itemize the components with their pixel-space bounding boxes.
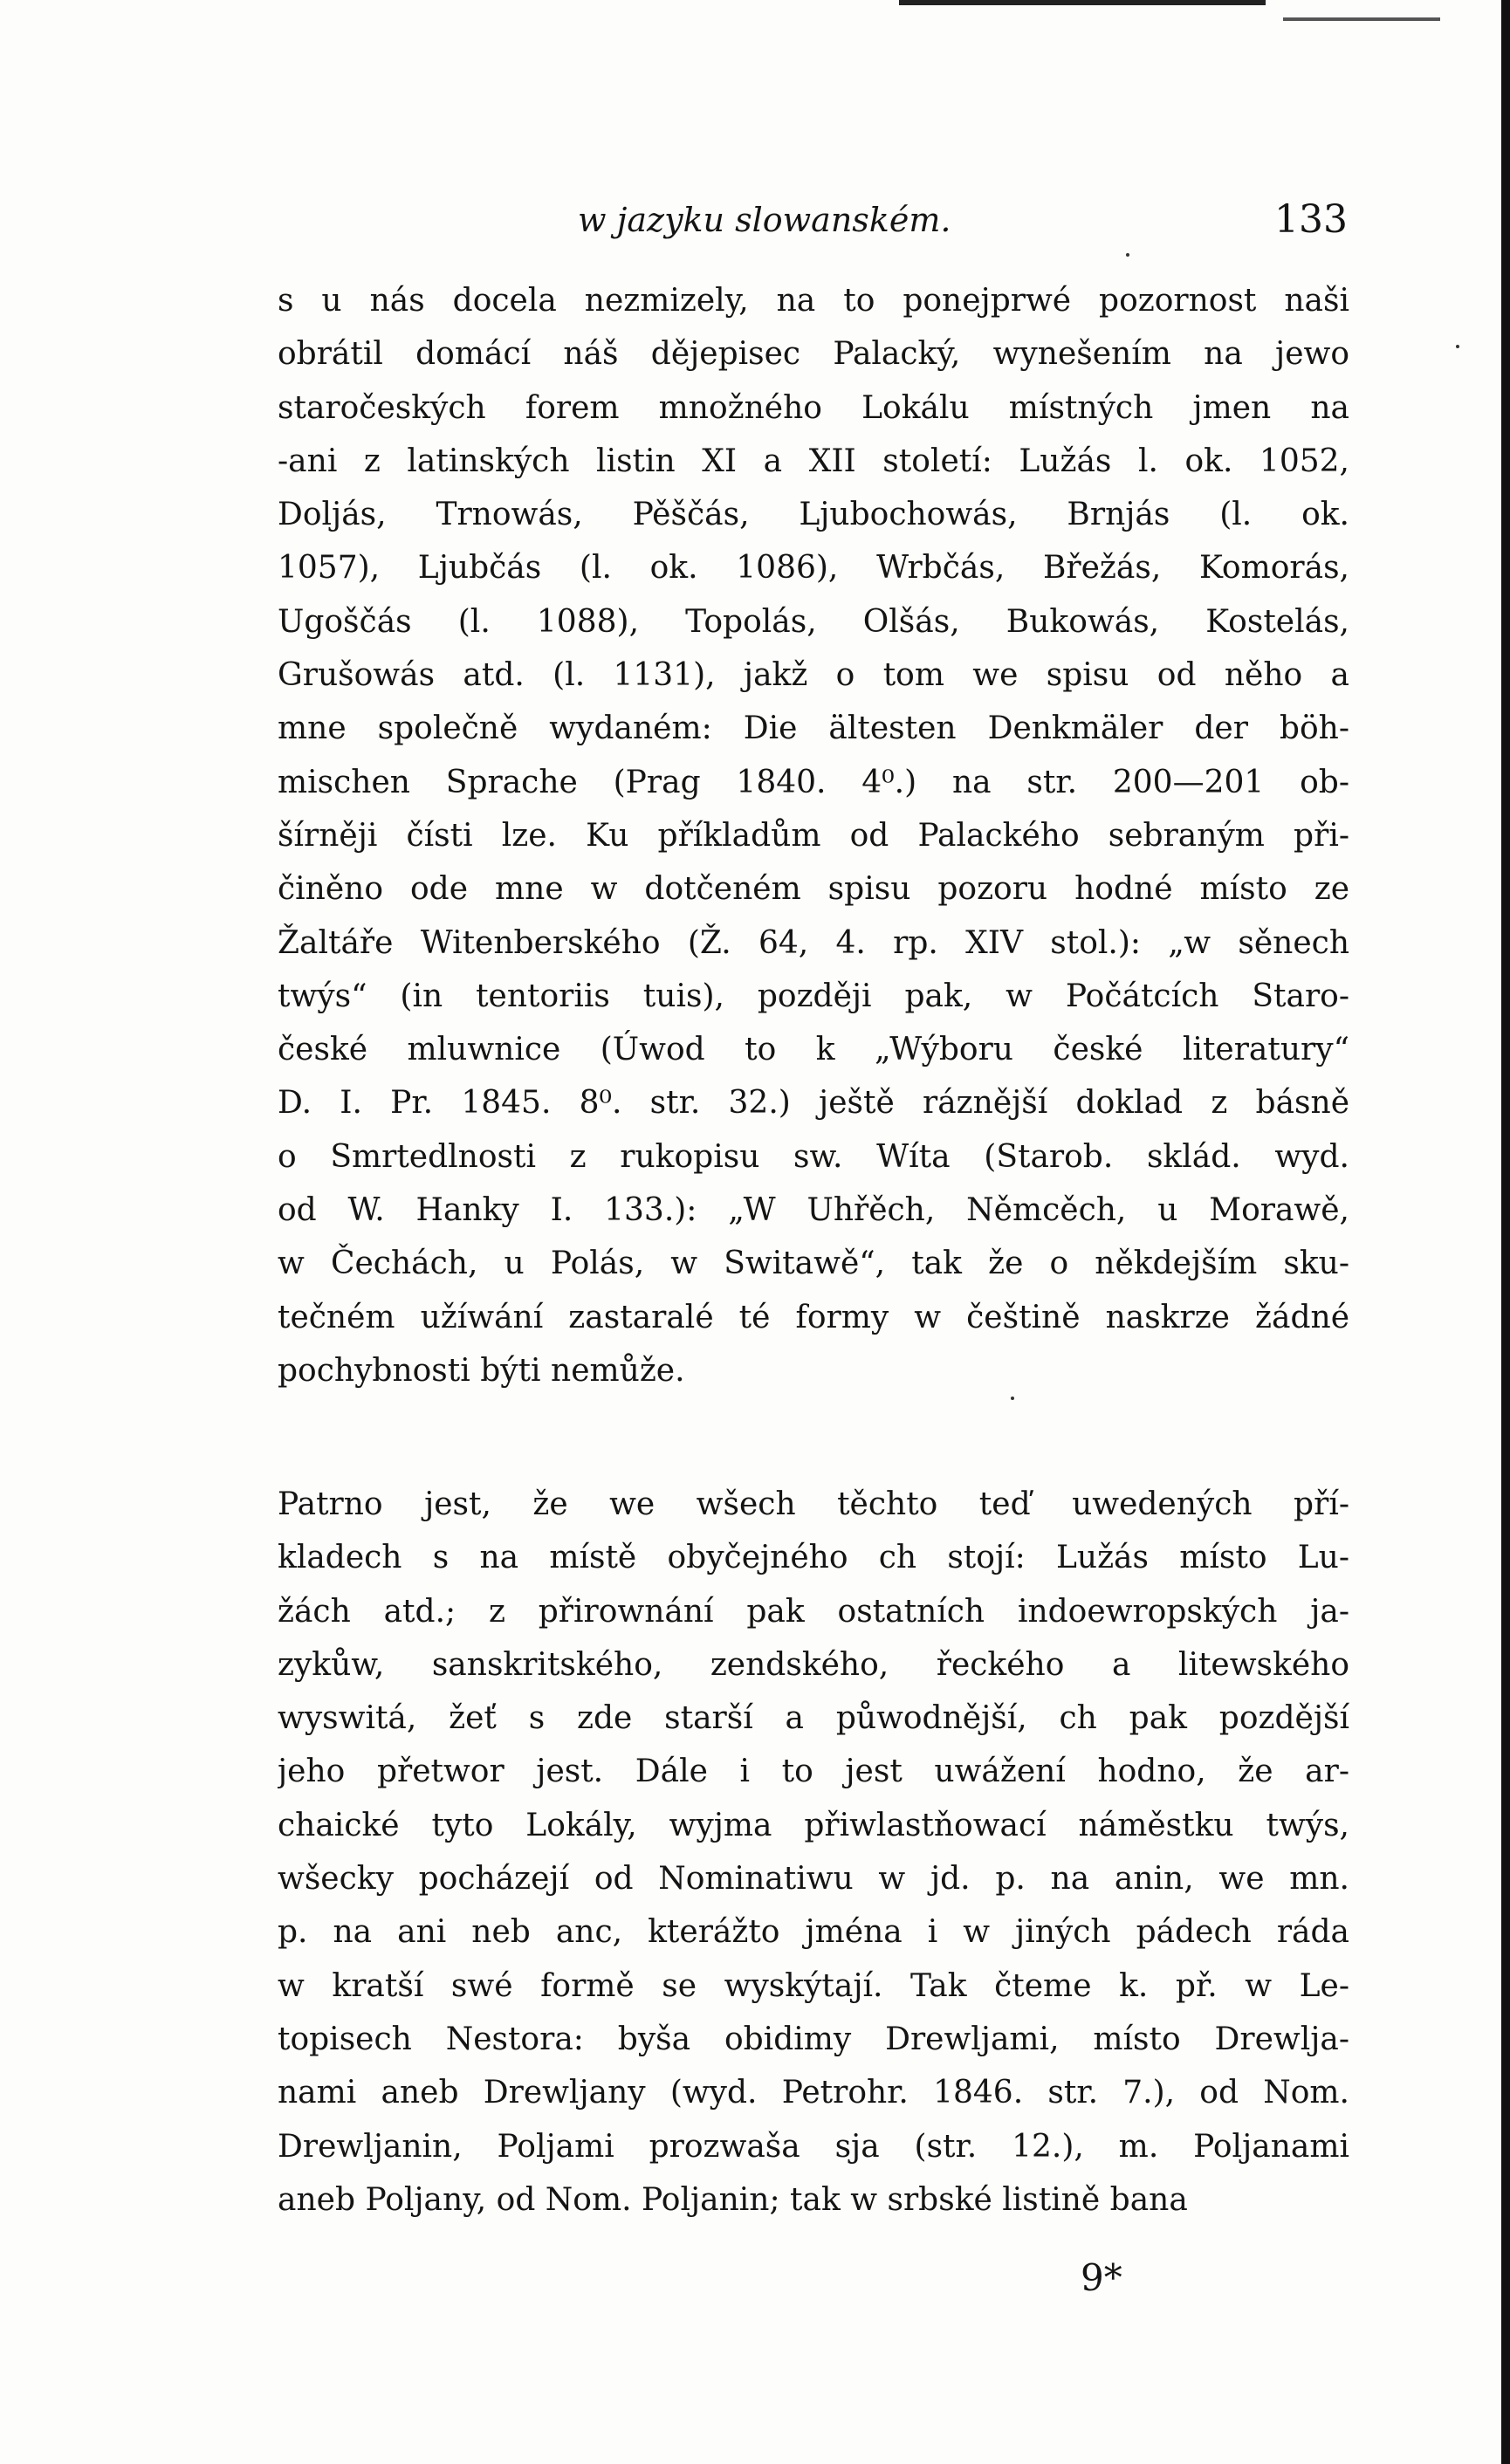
text-line: wyswitá, žeť s zde starší a půwodnější, ch pak pozdější: [278, 1700, 1349, 1737]
text-line: 1057), Ljubčás (l. ok. 1086), Wrbčás, Břežás, Komorás,: [278, 550, 1349, 587]
text-line: staročeských forem množného Lokálu místných jmen na: [278, 389, 1349, 426]
text-line: o Smrtedlnosti z rukopisu sw. Wíta (Starob. sklád. wyd.: [278, 1138, 1349, 1175]
text-line: aneb Poljany, od Nom. Poljanin; tak w srbské listině bana: [278, 2181, 1188, 2218]
text-line: tečném užíwání zastaralé té formy w češtině naskrze žádné: [278, 1299, 1349, 1335]
text-line: D. I. Pr. 1845. 8⁰. str. 32.) ještě ráznější doklad z básně: [278, 1085, 1349, 1122]
text-line: w kratší swé formě se wyskýtají. Tak čteme k. př. w Le-: [278, 1967, 1349, 2004]
text-line: žách atd.; z přirownání pak ostatních indoewropských ja-: [278, 1593, 1349, 1630]
text-line: Drewljanin, Poljami prozwaša sja (str. 12.), m. Poljanami: [278, 2128, 1349, 2165]
text-line: Grušowás atd. (l. 1131), jakž o tom we spisu od něho a: [278, 657, 1349, 694]
text-line: wšecky pocházejí od Nominatiwu w jd. p. na anin, we mn.: [278, 1861, 1349, 1898]
text-line: od W. Hanky I. 133.): „W Uhřěch, Němcěch, u Morawě,: [278, 1192, 1349, 1229]
text-line: šírněji čísti lze. Ku příkladům od Palackého sebraným při-: [278, 817, 1349, 854]
text-line: činěno ode mne w dotčeném spisu pozoru hodné místo ze: [278, 871, 1349, 908]
scan-speck: [1126, 253, 1129, 257]
scan-speck: [1456, 345, 1459, 348]
text-line: w Čechách, u Polás, w Switawě“, tak že o někdejším sku-: [278, 1246, 1349, 1282]
text-line: nami aneb Drewljany (wyd. Petrohr. 1846. str. 7.), od Nom.: [278, 2075, 1349, 2111]
text-line: twýs“ (in tentoriis tuis), později pak, w Počátcích Staro-: [278, 978, 1349, 1014]
running-head: [0, 194, 1510, 246]
text-line: p. na ani neb anc, kterážto jména i w jiných pádech ráda: [278, 1914, 1349, 1951]
signature-mark: 9*: [1081, 2256, 1122, 2299]
text-line: mne společně wydaném: Die ältesten Denkmäler der böh-: [278, 710, 1349, 747]
text-line: Patrno jest, že we wšech těchto teď uwedených pří-: [278, 1486, 1349, 1522]
running-head-title: w jazyku slowanském.: [578, 201, 951, 239]
text-line: české mluwnice (Úwod to k „Wýboru české literatury“: [278, 1032, 1349, 1068]
text-line: obrátil domácí náš dějepisec Palacký, wynešením na jewo: [278, 336, 1349, 373]
paragraph-2: [278, 1478, 1349, 2227]
text-line: s u nás docela nezmizely, na to ponejprwé pozornost naši: [278, 283, 1349, 319]
text-line: chaické tyto Lokály, wyjma přiwlastňowací náměstku twýs,: [278, 1807, 1349, 1843]
scan-mark-top: [899, 0, 1266, 5]
text-line: -ani z latinských listin XI a XII století: Lužás l. ok. 1052,: [278, 443, 1349, 479]
text-line: pochybnosti býti nemůže.: [278, 1352, 685, 1389]
text-line: jeho přetwor jest. Dále i to jest uwážení hodno, že ar-: [278, 1754, 1349, 1790]
text-line: Ugoščás (l. 1088), Topolás, Olšás, Bukowás, Kostelás,: [278, 603, 1349, 640]
text-line: topisech Nestora: byša obidimy Drewljami, místo Drewlja-: [278, 2021, 1349, 2057]
text-line: Doljás, Trnowás, Pěščás, Ljubochowás, Brnjás (l. ok.: [278, 497, 1349, 533]
text-line: kladech s na místě obyčejného ch stojí: Lužás místo Lu-: [278, 1540, 1349, 1576]
scan-border-right: [1501, 0, 1510, 2464]
text-line: zykůw, sanskritského, zendského, řeckého a litewského: [278, 1646, 1349, 1683]
page-number: 133: [1274, 197, 1348, 242]
text-line: Žaltáře Witenberského (Ž. 64, 4. rp. XIV stol.): „w sěnech: [278, 924, 1349, 961]
paragraph-1: [278, 274, 1349, 1397]
text-line: mischen Sprache (Prag 1840. 4⁰.) na str. 200—201 ob-: [278, 764, 1349, 800]
scan-mark-top-secondary: [1283, 17, 1440, 21]
